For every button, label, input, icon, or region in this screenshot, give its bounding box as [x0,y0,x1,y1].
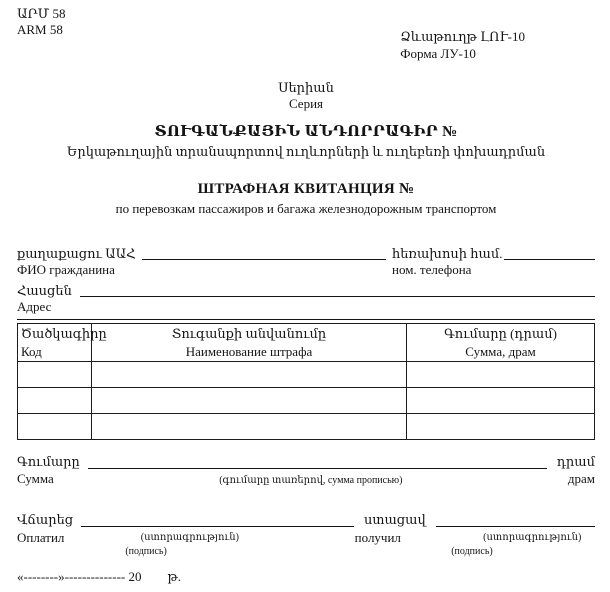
payer-signature-line [81,511,354,527]
phone-blank-line [504,244,595,260]
title-armenian: ՏՈՒԳԱՆՔԱՅԻՆ ԱՆԴՈՐՐԱԳԻՐ № [154,124,458,140]
column-header-code: Ծածկագիրը Код [18,324,92,362]
table-row [18,362,595,388]
year-suffix-armenian: թ. [167,569,182,584]
phone-label-russian: ном. телефона [392,262,472,277]
amount-caption: (գումարը տառերով, сумма прописью) [219,475,403,486]
currency-russian: драм [567,471,595,486]
form-code-block [17,6,66,38]
form-number-russian: Форма ЛУ-10 [400,46,476,61]
address-blank-line-2 [17,316,595,320]
name-label-armenian: քաղաքացու ԱԱՀ [17,246,136,261]
series-label-armenian: Սերիան [278,80,334,95]
date-dashes: «--------»-------------- 20 [17,569,142,584]
fields-section [17,244,595,320]
form-header [17,6,595,62]
form-code-latin: ARM 58 [17,22,63,37]
form-number-block [400,28,525,62]
amount-label-armenian: Գումարը [17,454,80,469]
subtitle-armenian: Երկաթուղային տրանսպորտով ուղևորների և ուղեբեռի փոխադրման [66,144,546,159]
phone-label-armenian: հեռախոսի համ. [392,246,503,261]
form-code-armenian: ԱՐՄ 58 [17,6,66,21]
column-header-sum: Գումարը (դրամ) Сумма, драм [407,324,595,362]
received-label-russian: получил [354,530,401,545]
signature-section [17,511,595,558]
receiver-signature-caption-armenian: (ստորագրություն) [483,532,582,543]
table-row [18,388,595,414]
address-blank-line [80,281,595,297]
amount-label-russian: Сумма [17,471,54,486]
paid-label-armenian: Վճարեց [17,512,74,527]
paid-label-russian: Оплатил [17,530,65,545]
currency-armenian: դրամ [556,454,595,469]
payer-signature-caption-russian: (подпись) [125,546,167,557]
series-block [17,80,595,112]
receiver-signature-line [436,511,595,527]
date-line [17,568,595,586]
name-blank-line [142,244,386,260]
series-label-russian: Серия [288,96,324,111]
name-label-russian: ФИО гражданина [17,262,115,277]
received-label-armenian: ստացավ [364,512,426,527]
amount-section [17,453,595,489]
form-number-armenian: Ձևաթուղթ ԼՈՒ-10 [400,29,525,44]
address-label-armenian: Հասցեն [17,283,72,298]
address-label-russian: Адрес [17,299,52,314]
receiver-signature-caption-russian: (подпись) [451,546,493,557]
column-header-penalty-name: Տուգանքի անվանումը Наименование штрафа [92,324,407,362]
payer-signature-caption-armenian: (ստորագրություն) [140,532,239,543]
subtitle-russian: по перевозкам пассажиров и багажа железнодорожным транспортом [115,201,497,216]
penalties-table [17,323,595,440]
table-row [18,414,595,440]
amount-blank-line [88,453,547,469]
table-header-row [18,324,595,362]
title-russian: ШТРАФНАЯ КВИТАНЦИЯ № [197,181,415,197]
